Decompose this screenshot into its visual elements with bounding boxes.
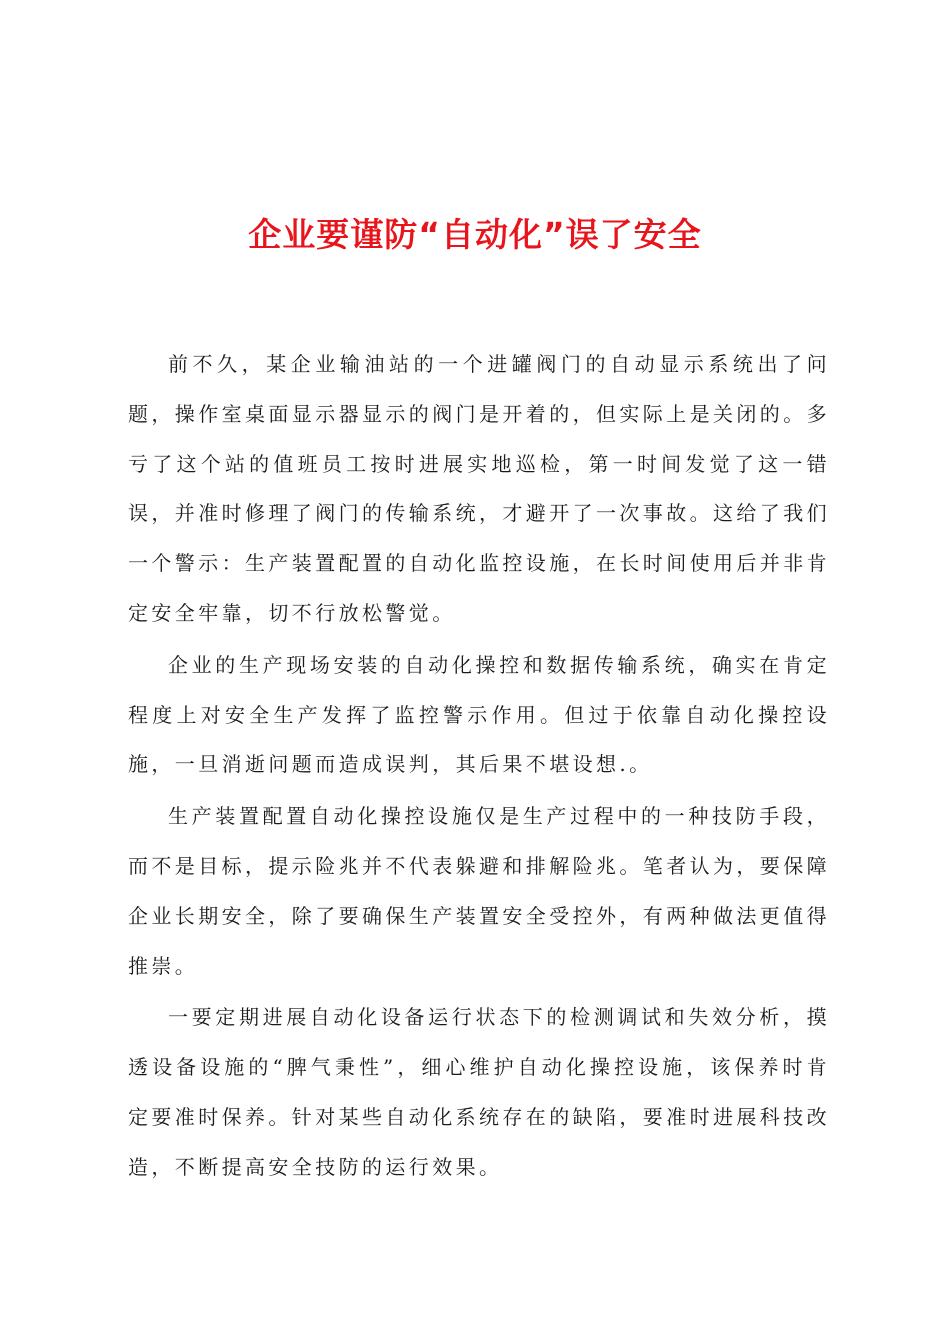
document-body (128, 340, 830, 1195)
paragraph-3: 生产装置配置自动化操控设施仅是生产过程中的一种技防手段，而不是目标，提示险兆并不代表躲避和排解险兆。笔者认为，要保障企业长期安全，除了要确保生产装置安全受控外，有两种做法更值得推崇。 (128, 804, 830, 978)
paragraph-1: 前不久，某企业输油站的一个进罐阀门的自动显示系统出了问题，操作室桌面显示器显示的阀门是开着的，但实际上是关闭的。多亏了这个站的值班员工按时进展实地巡检，第一时间发觉了这一错误，并准时修理了阀门的传输系统，才避开了一次事故。这给了我们一个警示：生产装置配置的自动化监控设施，在长时间使用后并非肯定安全牢靠，切不行放松警觉。 (128, 352, 830, 625)
document-title: 企业要谨防“自动化”误了安全 (248, 215, 702, 254)
paragraph-4: 一要定期进展自动化设备运行状态下的检测调试和失效分析，摸透设备设施的“脾气秉性”，细心维护自动化操控设施，该保养时肯定要准时保养。针对某些自动化系统存在的缺陷，要准时进展科技改造，不断提高安全技防的运行效果。 (128, 1005, 830, 1179)
paragraph-2: 企业的生产现场安装的自动化操控和数据传输系统，确实在肯定程度上对安全生产发挥了监控警示作用。但过于依靠自动化操控设施，一旦消逝问题而造成误判，其后果不堪设想.。 (128, 652, 830, 777)
